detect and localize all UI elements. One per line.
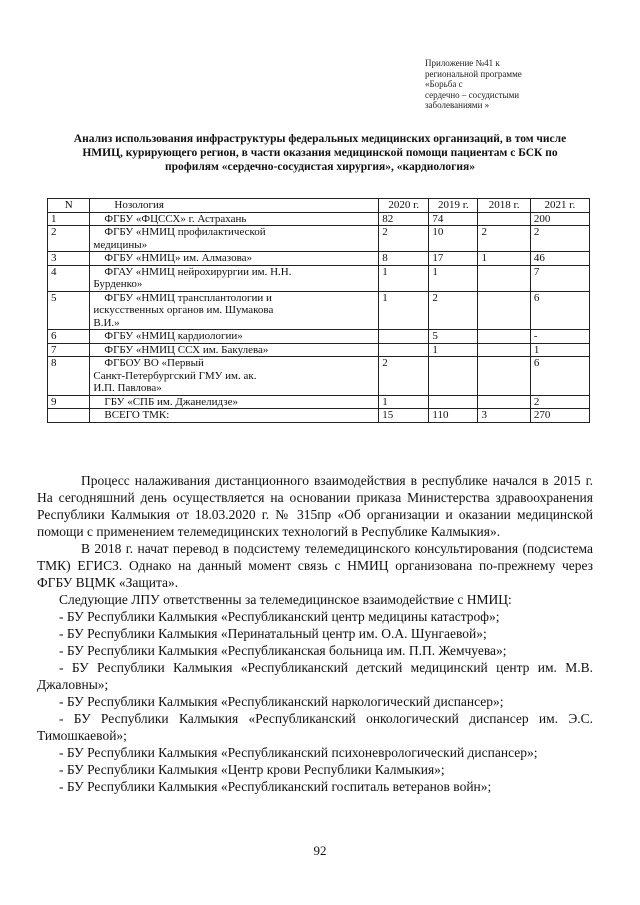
- total-2019: 110: [429, 409, 478, 423]
- table-header-row: [48, 199, 590, 213]
- org-line: Бурденко»: [93, 278, 143, 290]
- list-item: - БУ Республики Калмыкия «Республиканский детский медицинский центр им. М.В. Джаловны»;: [37, 660, 593, 692]
- cell-2021: 2: [530, 226, 589, 252]
- cell-2021: -: [530, 330, 589, 344]
- appendix-line: «Борьба с: [425, 79, 463, 89]
- table-row: [48, 357, 590, 396]
- document-title: [40, 132, 600, 174]
- row-organization: [90, 330, 379, 344]
- cell-2018: [478, 343, 530, 357]
- cell-2020: 8: [379, 252, 429, 266]
- cell-2018: [478, 357, 530, 396]
- cell-2021: 6: [530, 291, 589, 330]
- cell-2018: [478, 395, 530, 409]
- cell-2018: 1: [478, 252, 530, 266]
- page-number: 92: [313, 843, 327, 858]
- appendix-note: [425, 58, 590, 111]
- row-number: 6: [48, 330, 90, 344]
- title-line: профилям «сердечно-сосудистая хирургия», «кардиология»: [164, 161, 476, 173]
- org-line: искусственных органов им. Шумакова: [93, 304, 274, 316]
- appendix-line: региональной программе: [425, 68, 522, 79]
- cell-2018: [478, 212, 530, 226]
- org-line: Санкт-Петербургский ГМУ им. ак.: [93, 369, 257, 382]
- cell-2019: 17: [429, 252, 478, 266]
- cell-2020: 2: [379, 226, 429, 252]
- cell-2020: 1: [379, 291, 429, 330]
- header-2019: 2019 г.: [429, 199, 478, 213]
- appendix-line: Приложение №41 к: [425, 58, 500, 68]
- org-line: В.И.»: [93, 316, 120, 329]
- table-row: [48, 343, 590, 357]
- row-organization: [90, 291, 379, 330]
- list-item: - БУ Республики Калмыкия «Республиканская больница им. П.П. Жемчуева»;: [59, 643, 507, 658]
- org-line: ФГБУ «НМИЦ ССХ им. Бакулева»: [104, 343, 269, 356]
- header-2020: 2020 г.: [379, 199, 429, 213]
- row-number: 8: [48, 357, 90, 396]
- cell-2019: [429, 357, 478, 396]
- header-2018: 2018 г.: [478, 199, 530, 213]
- row-organization: [90, 252, 379, 266]
- row-number: 4: [48, 265, 90, 291]
- row-organization: [90, 226, 379, 252]
- row-number: 9: [48, 395, 90, 409]
- org-line: ФГБУ «НМИЦ трансплантологии и: [104, 291, 272, 304]
- org-line: И.П. Павлова»: [93, 382, 162, 394]
- row-number: 7: [48, 343, 90, 357]
- list-item: - БУ Республики Калмыкия «Республиканский наркологический диспансер»;: [59, 694, 504, 709]
- list-item: - БУ Республики Калмыкия «Республиканский онкологический диспансер им. Э.С. Тимошкаевой»;: [37, 711, 593, 743]
- row-organization: [90, 265, 379, 291]
- body-text: [37, 472, 593, 795]
- row-number: 5: [48, 291, 90, 330]
- org-line: ФГБУ «НМИЦ профилактической: [104, 226, 266, 238]
- table-row: [48, 330, 590, 344]
- row-number: 3: [48, 252, 90, 266]
- table-row: [48, 252, 590, 266]
- header-organization: Нозология: [90, 199, 379, 213]
- cell-2019: 2: [429, 291, 478, 330]
- cell-2021: 2: [530, 395, 589, 409]
- org-line: ФГБУ «НМИЦ» им. Алмазова»: [104, 252, 253, 264]
- cell-2019: 74: [429, 212, 478, 226]
- org-line: ГБУ «СПБ им. Джанелидзе»: [104, 395, 238, 408]
- cell-2019: 10: [429, 226, 478, 252]
- table-row: [48, 226, 590, 252]
- list-item: - БУ Республики Калмыкия «Республиканский центр медицины катастроф»;: [59, 609, 500, 624]
- cell-2020: 2: [379, 357, 429, 396]
- row-organization: [90, 343, 379, 357]
- total-label-text: ВСЕГО ТМК:: [104, 409, 170, 421]
- total-2018: 3: [478, 409, 530, 423]
- table-total-row: [48, 409, 590, 423]
- cell-2020: 1: [379, 265, 429, 291]
- title-line: НМИЦ, курирующего регион, в части оказания медицинской помощи пациентам с БСК по: [82, 147, 558, 159]
- appendix-line: заболеваниями »: [425, 100, 490, 110]
- cell-2021: 6: [530, 357, 589, 396]
- cell-2021: 46: [530, 252, 589, 266]
- cell-2020: 1: [379, 395, 429, 409]
- cell-2018: 2: [478, 226, 530, 252]
- paragraph: В 2018 г. начат перевод в подсистему телемедицинского консультирования (подсистема ТМК) ЕГИСЗ. Однако на данный момент связь с НМИЦ организована по-прежнему через ФГБУ ВЦМК «Защита».: [37, 541, 593, 590]
- total-2021: 270: [530, 409, 589, 423]
- title-line: Анализ использования инфраструктуры федеральных медицинских организаций, в том числе: [73, 133, 567, 145]
- cell-2018: [478, 291, 530, 330]
- table-row: [48, 212, 590, 226]
- table-row: [48, 265, 590, 291]
- cell-2021: 200: [530, 212, 589, 226]
- row-number: 1: [48, 212, 90, 226]
- header-number: N: [48, 199, 90, 213]
- table-row: [48, 291, 590, 330]
- row-number: 2: [48, 226, 90, 252]
- cell-2018: [478, 330, 530, 344]
- org-line: ФГБУ «ФЦССХ» г. Астрахань: [104, 212, 247, 225]
- paragraph: Следующие ЛПУ ответственны за телемедицинское взаимодействие с НМИЦ:: [59, 592, 512, 607]
- list-item: - БУ Республики Калмыкия «Республиканский госпиталь ветеранов войн»;: [59, 779, 492, 794]
- header-2021: 2021 г.: [530, 199, 589, 213]
- org-line: ФГБУ «НМИЦ кардиологии»: [104, 330, 243, 342]
- row-organization: [90, 395, 379, 409]
- cell-2020: 82: [379, 212, 429, 226]
- org-line: ФГАУ «НМИЦ нейрохирургии им. Н.Н.: [104, 265, 292, 278]
- cell-2020: [379, 330, 429, 344]
- org-line: ФГБОУ ВО «Первый: [104, 357, 204, 369]
- cell-2019: [429, 395, 478, 409]
- paragraph: Процесс налаживания дистанционного взаимодействия в республике начался в 2015 г. На сегодняшний день осуществляется на основании приказа Министерства здравоохранения Республики Калмыкия от 18.03.2020 г. № 315пр «Об организации и оказании медицинской помощи с применением телемедицинских технологий в Республике Калмыкия».: [37, 473, 593, 539]
- total-2020: 15: [379, 409, 429, 423]
- cell-2020: [379, 343, 429, 357]
- row-organization: [90, 357, 379, 396]
- row-number: [48, 409, 90, 423]
- appendix-line: сердечно – сосудистыми: [425, 89, 520, 100]
- table-row: [48, 395, 590, 409]
- list-item: - БУ Республики Калмыкия «Республиканский психоневрологический диспансер»;: [59, 745, 538, 760]
- cell-2021: 1: [530, 343, 589, 357]
- cell-2019: 5: [429, 330, 478, 344]
- list-item: - БУ Республики Калмыкия «Центр крови Республики Калмыкия»;: [59, 762, 445, 777]
- total-label: [90, 409, 379, 423]
- row-organization: [90, 212, 379, 226]
- list-item: - БУ Республики Калмыкия «Перинатальный центр им. О.А. Шунгаевой»;: [59, 626, 487, 641]
- cell-2018: [478, 265, 530, 291]
- cell-2021: 7: [530, 265, 589, 291]
- org-line: медицины»: [93, 238, 148, 251]
- cell-2019: 1: [429, 265, 478, 291]
- cell-2019: 1: [429, 343, 478, 357]
- telemedicine-table: [47, 198, 590, 423]
